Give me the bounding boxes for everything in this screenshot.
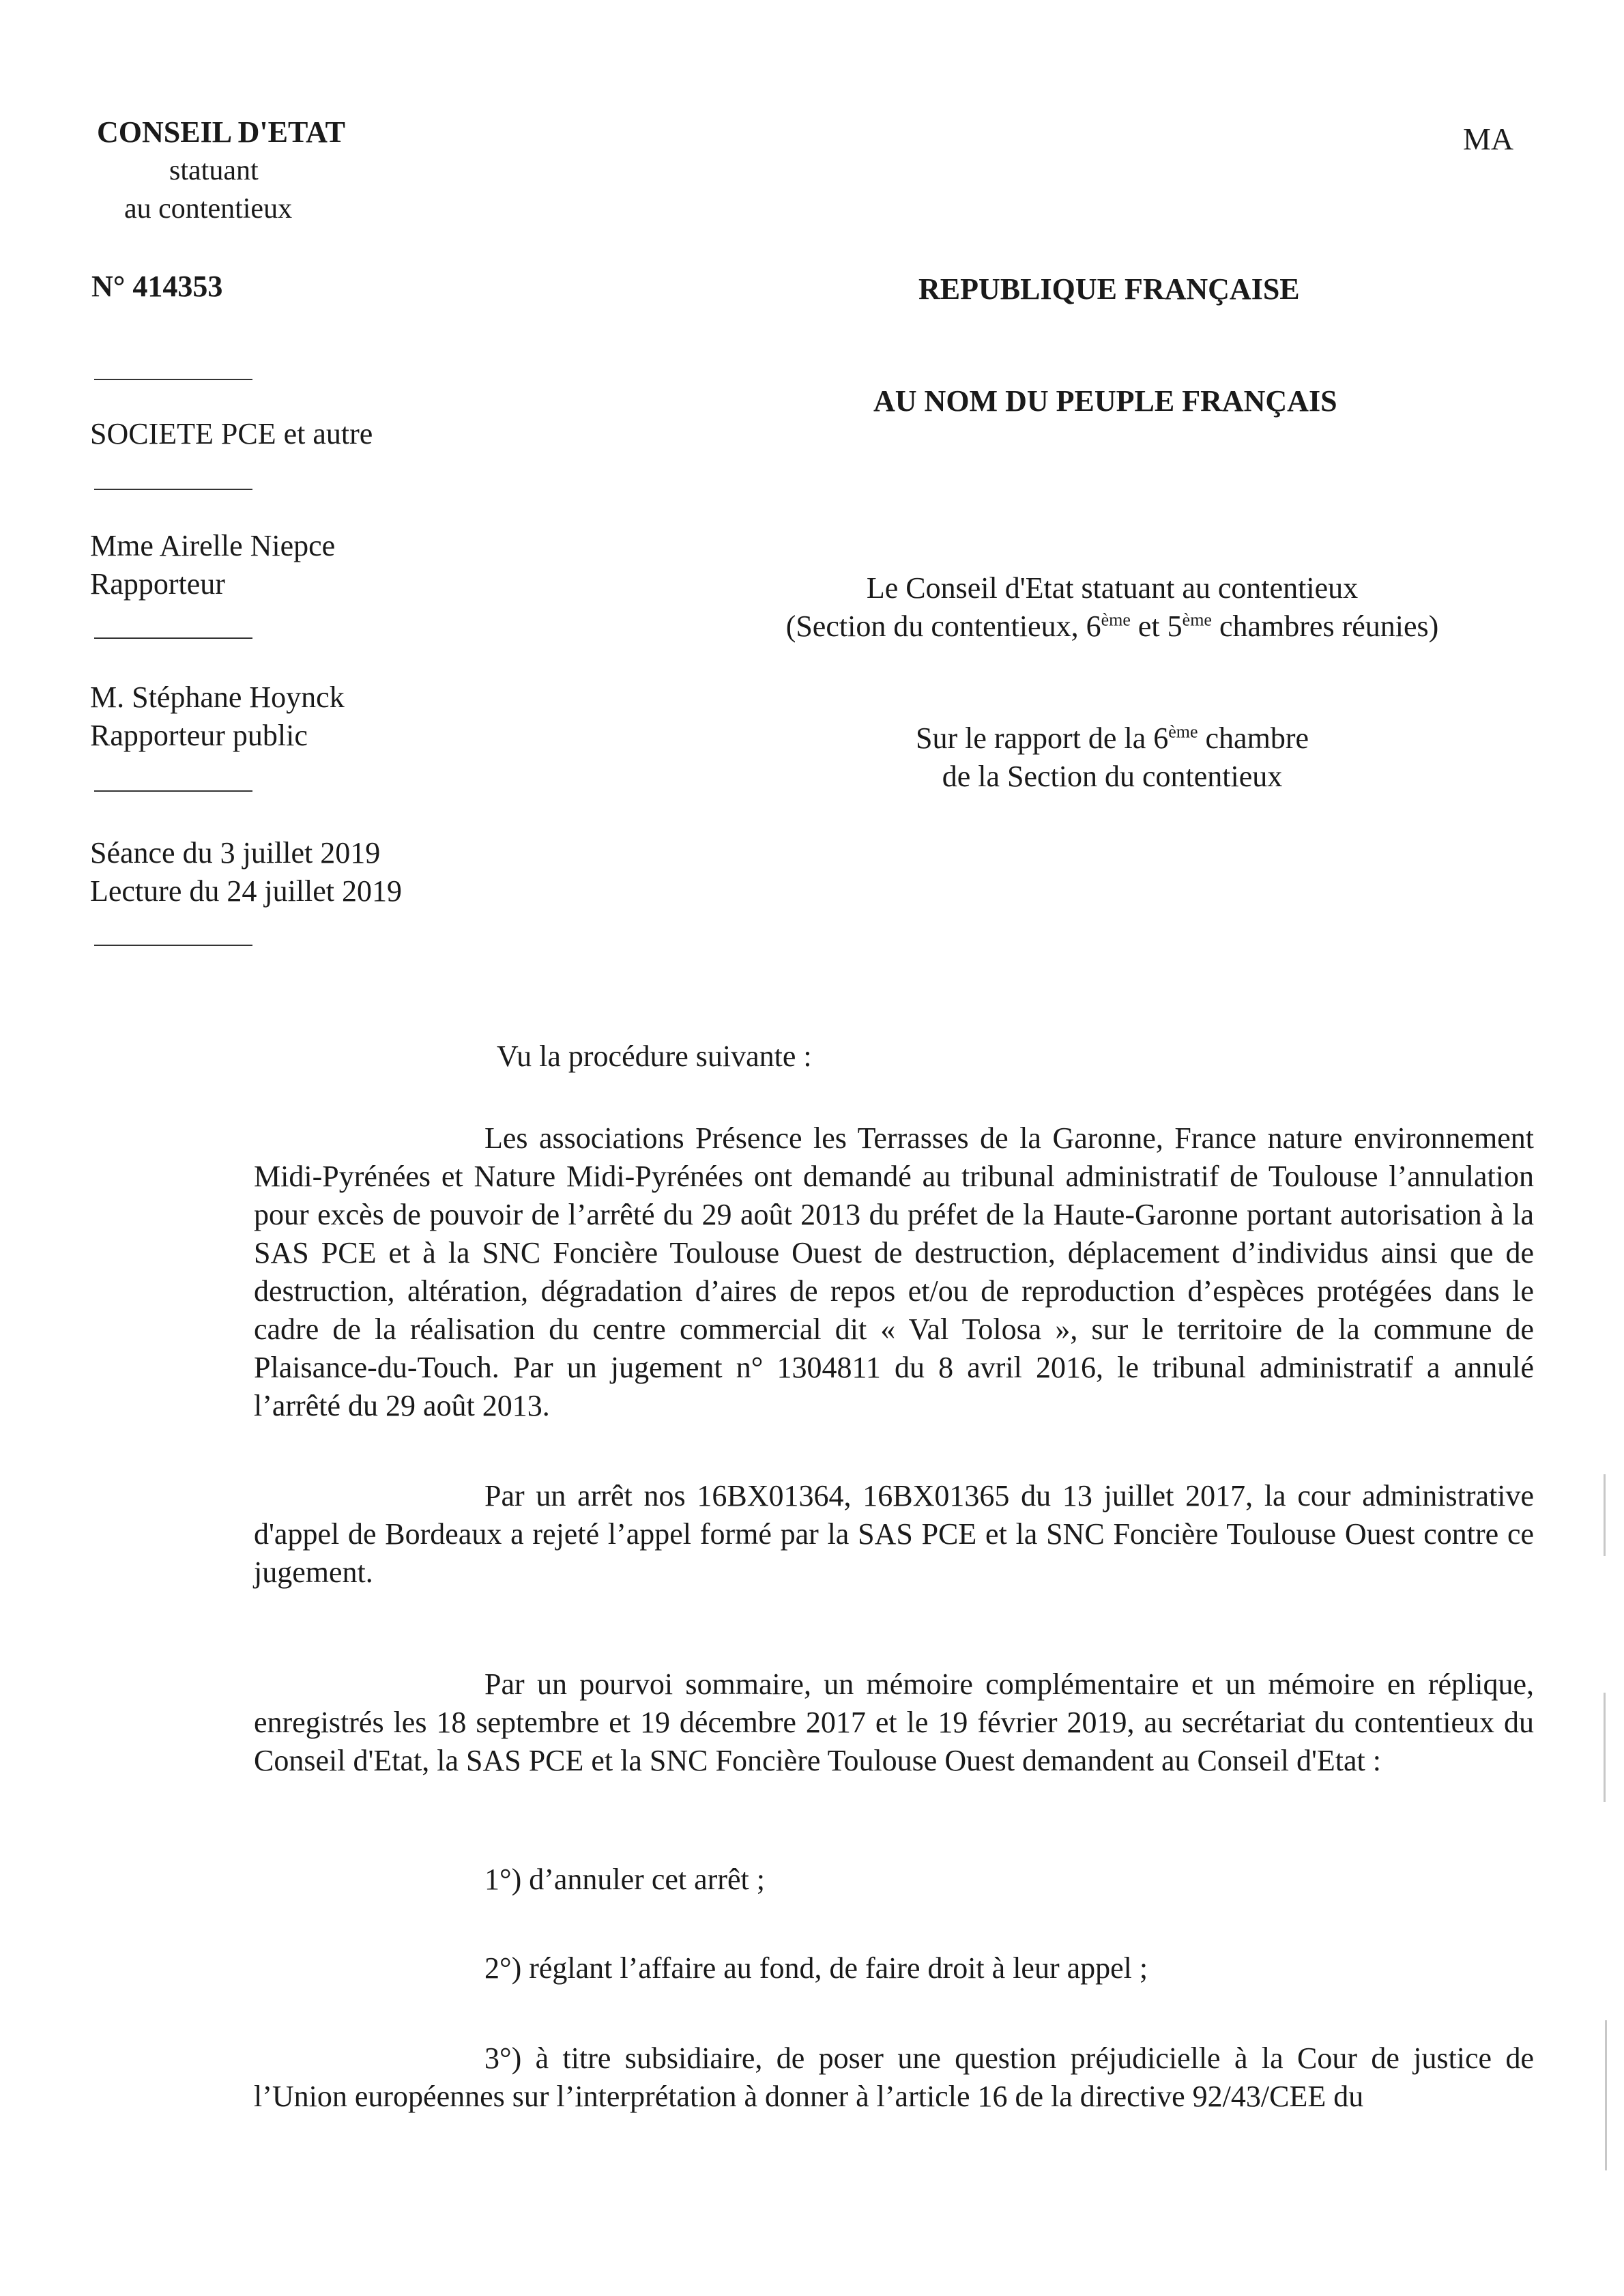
lecture-date: Lecture du 24 juillet 2019 [90, 874, 402, 908]
public-rapporteur-role: Rapporteur public [90, 719, 308, 752]
paragraph-1: Les associations Présence les Terrasses de la Garonne, France nature environnement Midi-Pyrénées et Nature Midi-Pyrénées ont demandé au tribunal administratif de Toulouse l’annulation pour excès de pouvoir de l’arrêté du 29 août 2013 du préfet de la Haute-Garonne portant autorisation à la SAS PCE et à la SNC Foncière Toulouse Ouest de destruction, déplacement d’individus ainsi que de destruction, altération, dégradation d’aires de repos et/ou de reproduction d’espèces protégées dans le cadre de la réalisation du centre commercial dit « Val Tolosa », sur le territoire de la commune de Plaisance-du-Touch. Par un jugement n° 1304811 du 8 avril 2016, le tribunal administratif a annulé l’arrêté du 29 août 2013. [254, 1121, 1534, 1422]
report-line2: de la Section du contentieux [942, 760, 1283, 793]
paragraph-3: Par un pourvoi sommaire, un mémoire complémentaire et un mémoire en réplique, enregistrés les 18 septembre et 19 décembre 2017 et le 19 février 2019, au secrétariat du contentieux du Conseil d'Etat, la SAS PCE et la SNC Foncière Toulouse Ouest demandent au Conseil d'Etat : [254, 1667, 1534, 1777]
divider-rule [94, 637, 252, 639]
court-subtitle-statuant: statuant [169, 155, 259, 186]
report-line1: Sur le rapport de la 6ème chambre [916, 721, 1309, 755]
divider-rule [94, 945, 252, 946]
divider-rule [94, 379, 252, 380]
divider-rule [94, 489, 252, 490]
claim-item-3: 3°) à titre subsidiaire, de poser une question préjudicielle à la Cour de justice de l’Union européennes sur l’interprétation à donner à l’article 16 de la directive 92/43/CEE du [254, 2041, 1534, 2113]
people-heading: AU NOM DU PEUPLE FRANÇAIS [873, 384, 1337, 418]
scan-artifact [1604, 1474, 1606, 1556]
divider-rule [94, 790, 252, 792]
court-subtitle-contentieux: au contentieux [124, 193, 293, 225]
court-name: CONSEIL D'ETAT [97, 115, 345, 149]
public-rapporteur-name: M. Stéphane Hoynck [90, 680, 345, 714]
seance-date: Séance du 3 juillet 2019 [90, 836, 381, 870]
scan-artifact [1605, 2020, 1607, 2170]
procedure-intro: Vu la procédure suivante : [497, 1039, 812, 1073]
scan-artifact [1604, 1693, 1606, 1802]
claim-item-2: 2°) réglant l’affaire au fond, de faire droit à leur appel ; [484, 1951, 1148, 1985]
corner-mark: MA [1463, 121, 1514, 156]
rapporteur-role: Rapporteur [90, 567, 225, 601]
formation-line2: (Section du contentieux, 6ème et 5ème chambres réunies) [785, 609, 1439, 643]
claim-item-1: 1°) d’annuler cet arrêt ; [484, 1863, 765, 1896]
paragraph-2: Par un arrêt nos 16BX01364, 16BX01365 du 13 juillet 2017, la cour administrative d'appel de Bordeaux a rejeté l’appel formé par la SAS PCE et la SNC Foncière Toulouse Ouest contre ce jugement. [254, 1479, 1534, 1589]
formation-line1: Le Conseil d'Etat statuant au contentieux [866, 571, 1359, 605]
case-number: N° 414353 [91, 270, 223, 303]
rapporteur-name: Mme Airelle Niepce [90, 529, 336, 562]
republic-heading: REPUBLIQUE FRANÇAISE [918, 272, 1300, 306]
party-name: SOCIETE PCE et autre [90, 417, 373, 450]
